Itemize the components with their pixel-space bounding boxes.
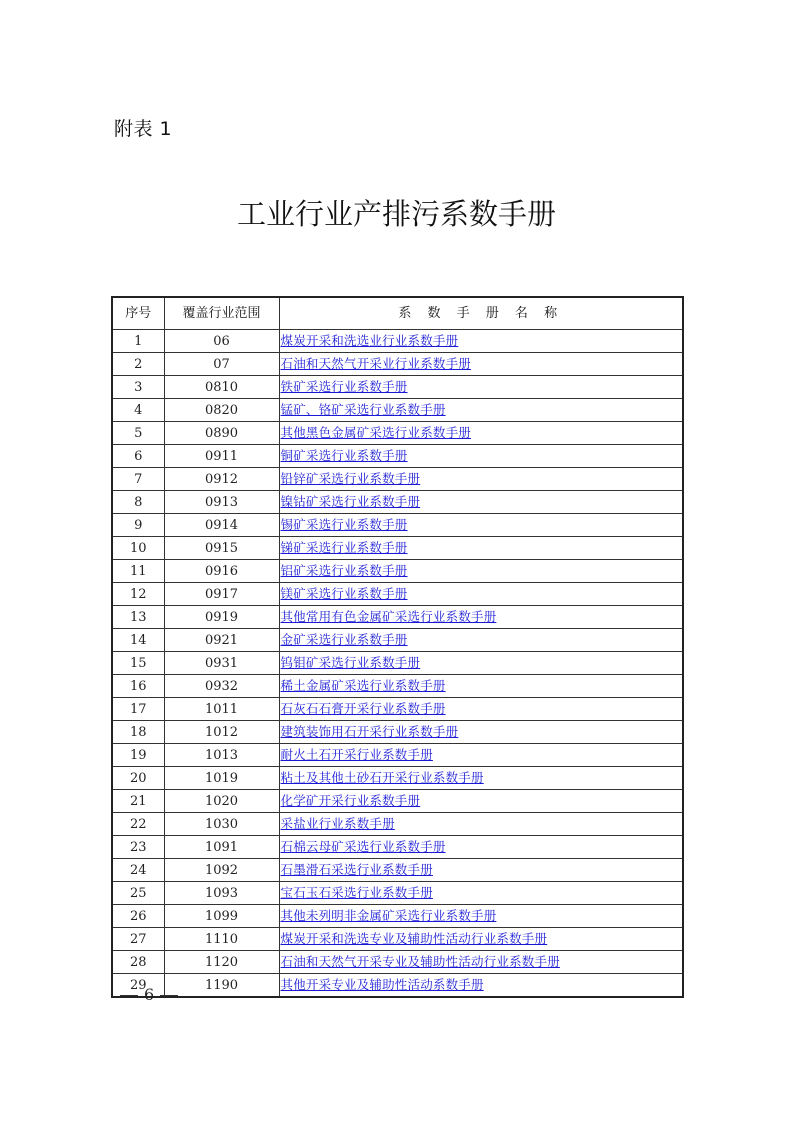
row-seq: 20 [112,767,164,790]
row-industry-code: 0931 [164,652,279,675]
row-manual-name [279,468,683,491]
row-industry-code: 0911 [164,445,279,468]
table-row [112,445,683,468]
row-seq: 27 [112,928,164,951]
manual-link[interactable]: 石油和天然气开采专业及辅助性活动行业系数手册 [280,954,560,969]
page-number: 6 [144,985,155,1004]
row-industry-code: 1092 [164,859,279,882]
row-manual-name [279,744,683,767]
row-industry-code: 1012 [164,721,279,744]
row-industry-code: 0913 [164,491,279,514]
row-industry-code: 1093 [164,882,279,905]
manual-link[interactable]: 铁矿采选行业系数手册 [280,379,408,394]
row-industry-code: 0932 [164,675,279,698]
row-manual-name [279,974,683,998]
row-industry-code: 0810 [164,376,279,399]
table-row [112,675,683,698]
row-seq: 12 [112,583,164,606]
row-industry-code: 07 [164,353,279,376]
row-manual-name [279,859,683,882]
manual-link[interactable]: 石灰石石膏开采行业系数手册 [280,701,446,716]
row-seq: 29 [112,974,164,998]
row-seq: 3 [112,376,164,399]
row-seq: 13 [112,606,164,629]
header-name: 系 数 手 册 名 称 [279,297,683,330]
manual-link[interactable]: 建筑装饰用石开采行业系数手册 [280,724,459,739]
row-manual-name [279,813,683,836]
row-seq: 16 [112,675,164,698]
row-seq: 4 [112,399,164,422]
table-row [112,491,683,514]
table-row [112,698,683,721]
table-row [112,629,683,652]
row-seq: 19 [112,744,164,767]
manual-link[interactable]: 石棉云母矿采选行业系数手册 [280,839,446,854]
appendix-label: 附表 1 [114,118,173,140]
row-manual-name [279,675,683,698]
table-row [112,951,683,974]
row-industry-code: 0921 [164,629,279,652]
table-row [112,537,683,560]
row-seq: 24 [112,859,164,882]
table-row [112,859,683,882]
manual-link[interactable]: 稀土金属矿采选行业系数手册 [280,678,446,693]
table-row [112,560,683,583]
manual-link[interactable]: 其他未列明非金属矿采选行业系数手册 [280,908,497,923]
row-seq: 10 [112,537,164,560]
row-seq: 22 [112,813,164,836]
row-industry-code: 1020 [164,790,279,813]
manual-link[interactable]: 石油和天然气开采业行业系数手册 [280,356,472,371]
table-row [112,744,683,767]
row-manual-name [279,560,683,583]
table-row [112,376,683,399]
row-industry-code: 1190 [164,974,279,998]
table-row [112,606,683,629]
table-body [112,330,683,998]
table-row [112,813,683,836]
manual-link[interactable]: 锑矿采选行业系数手册 [280,540,408,555]
table-row [112,767,683,790]
row-manual-name [279,491,683,514]
row-manual-name [279,330,683,353]
row-seq: 6 [112,445,164,468]
manual-link[interactable]: 镁矿采选行业系数手册 [280,586,408,601]
manual-link[interactable]: 其他开采专业及辅助性活动系数手册 [280,977,484,992]
row-manual-name [279,882,683,905]
row-manual-name [279,422,683,445]
row-industry-code: 0917 [164,583,279,606]
manual-link[interactable]: 铅锌矿采选行业系数手册 [280,471,421,486]
row-industry-code: 1110 [164,928,279,951]
table-row [112,882,683,905]
row-seq: 23 [112,836,164,859]
table-row [112,330,683,353]
row-industry-code: 1019 [164,767,279,790]
manual-link[interactable]: 金矿采选行业系数手册 [280,632,408,647]
document-title-text: 工业行业产排污系数手册 [236,197,556,231]
row-manual-name [279,951,683,974]
row-manual-name [279,514,683,537]
row-manual-name [279,698,683,721]
table-header-row [112,297,683,330]
table-row [112,928,683,951]
row-manual-name [279,376,683,399]
row-seq: 2 [112,353,164,376]
row-manual-name [279,836,683,859]
manual-link[interactable]: 钨钼矿采选行业系数手册 [280,655,421,670]
manual-link[interactable]: 其他常用有色金属矿采选行业系数手册 [280,609,497,624]
table-row [112,836,683,859]
row-manual-name [279,928,683,951]
document-title [0,192,793,233]
table-row [112,721,683,744]
row-seq: 25 [112,882,164,905]
manual-link[interactable]: 耐火土石开采行业系数手册 [280,747,433,762]
row-industry-code: 0914 [164,514,279,537]
row-manual-name [279,767,683,790]
table-row [112,652,683,675]
row-industry-code: 1030 [164,813,279,836]
row-industry-code: 1099 [164,905,279,928]
row-industry-code: 1091 [164,836,279,859]
manual-link[interactable]: 煤炭开采和洗选专业及辅助性活动行业系数手册 [280,931,548,946]
manuals-table [111,296,684,998]
row-manual-name [279,606,683,629]
manual-link[interactable]: 煤炭开采和洗选业行业系数手册 [280,333,459,348]
dash-right [160,995,178,996]
table-row [112,905,683,928]
table-row [112,353,683,376]
row-manual-name [279,629,683,652]
row-seq: 26 [112,905,164,928]
row-industry-code: 0890 [164,422,279,445]
row-seq: 8 [112,491,164,514]
row-seq: 28 [112,951,164,974]
row-manual-name [279,905,683,928]
manual-link[interactable]: 锡矿采选行业系数手册 [280,517,408,532]
table-row [112,399,683,422]
table-row [112,422,683,445]
row-industry-code: 06 [164,330,279,353]
row-manual-name [279,721,683,744]
row-manual-name [279,353,683,376]
row-industry-code: 0916 [164,560,279,583]
row-manual-name [279,399,683,422]
row-industry-code: 0919 [164,606,279,629]
page-footer [114,985,184,1004]
row-seq: 11 [112,560,164,583]
header-scope: 覆盖行业范围 [164,297,279,330]
manual-link[interactable]: 镍钴矿采选行业系数手册 [280,494,421,509]
manual-link[interactable]: 石墨滑石采选行业系数手册 [280,862,433,877]
row-industry-code: 1120 [164,951,279,974]
table-row [112,790,683,813]
manual-link[interactable]: 采盐业行业系数手册 [280,816,395,831]
row-manual-name [279,583,683,606]
row-manual-name [279,445,683,468]
row-industry-code: 1013 [164,744,279,767]
manual-link[interactable]: 宝石玉石采选行业系数手册 [280,885,433,900]
row-seq: 18 [112,721,164,744]
row-industry-code: 0915 [164,537,279,560]
table-row [112,514,683,537]
manual-link[interactable]: 铝矿采选行业系数手册 [280,563,408,578]
dash-left [120,995,138,996]
row-seq: 17 [112,698,164,721]
row-industry-code: 0820 [164,399,279,422]
row-seq: 15 [112,652,164,675]
row-manual-name [279,652,683,675]
manual-link[interactable]: 铜矿采选行业系数手册 [280,448,408,463]
row-industry-code: 1011 [164,698,279,721]
row-industry-code: 0912 [164,468,279,491]
row-seq: 5 [112,422,164,445]
manual-link[interactable]: 其他黑色金属矿采选行业系数手册 [280,425,472,440]
row-seq: 9 [112,514,164,537]
row-seq: 7 [112,468,164,491]
row-manual-name [279,537,683,560]
manual-link[interactable]: 化学矿开采行业系数手册 [280,793,421,808]
table-row [112,468,683,491]
row-seq: 14 [112,629,164,652]
header-seq: 序号 [112,297,164,330]
table-row [112,974,683,998]
row-manual-name [279,790,683,813]
manual-link[interactable]: 锰矿、铬矿采选行业系数手册 [280,402,446,417]
row-seq: 21 [112,790,164,813]
manual-link[interactable]: 粘土及其他土砂石开采行业系数手册 [280,770,484,785]
table-row [112,583,683,606]
row-seq: 1 [112,330,164,353]
